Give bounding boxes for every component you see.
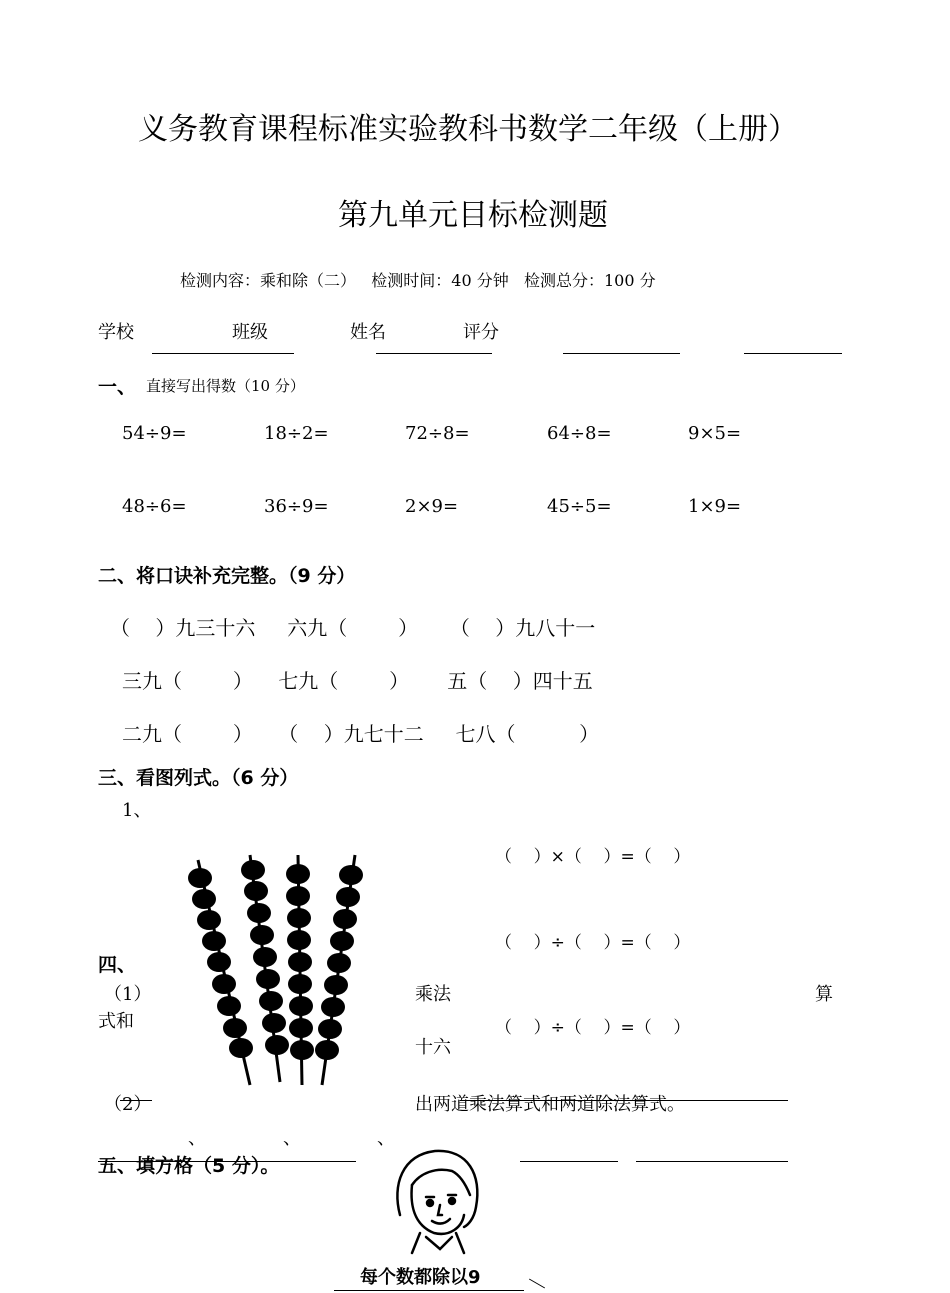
calc-item: 9×5= <box>688 423 742 444</box>
school-label: 学校 <box>98 322 134 343</box>
calc-item: 64÷8= <box>547 423 612 444</box>
page-title: 义务教育课程标准实验教科书数学二年级（上册） <box>138 112 798 147</box>
part1-number: （1） <box>104 984 152 1005</box>
girl-caption: 每个数都除以9 <box>360 1267 481 1288</box>
calc-item: 1×9= <box>688 496 742 517</box>
calc-item: 54÷9= <box>122 423 187 444</box>
part2-strike <box>460 1100 788 1101</box>
caption-underline <box>334 1290 524 1291</box>
answer-blank[interactable] <box>636 1161 788 1162</box>
calc-item: 45÷5= <box>547 496 612 517</box>
section1-title: 直接写出得数（10 分） <box>146 377 305 395</box>
school-blank[interactable] <box>152 353 294 354</box>
class-blank[interactable] <box>376 353 492 354</box>
rhyme-line: （ ）九三十六 六九（ ） （ ）九八十一 <box>110 616 596 640</box>
comma: 、 <box>377 1128 395 1149</box>
section5-title: 五、填方格（5 分）。 <box>98 1155 280 1177</box>
class-label: 班级 <box>232 322 268 343</box>
comma: 、 <box>283 1128 301 1149</box>
part1-fragment: 十六 <box>415 1037 451 1058</box>
equation-blank[interactable]: （ ）÷（ ）=（ ） <box>495 1018 691 1038</box>
caption-arrow <box>529 1279 545 1289</box>
equation-blank[interactable]: （ ）÷（ ）=（ ） <box>495 933 691 953</box>
calc-item: 2×9= <box>405 496 459 517</box>
section4-title: 四、 <box>98 954 137 976</box>
score-blank[interactable] <box>744 353 842 354</box>
part1-fragment: 式和 <box>98 1011 134 1032</box>
comma: 、 <box>188 1128 206 1149</box>
part2-text: 出两道乘法算式和两道除法算式。 <box>415 1094 685 1115</box>
calc-item: 48÷6= <box>122 496 187 517</box>
name-blank[interactable] <box>563 353 680 354</box>
score-label: 评分 <box>463 322 499 343</box>
calc-item: 36÷9= <box>264 496 329 517</box>
part2-strike <box>120 1100 152 1101</box>
section1-number: 一、 <box>98 376 137 398</box>
equation-blank[interactable]: （ ）×（ ）=（ ） <box>495 847 691 867</box>
item-number: 1、 <box>122 800 152 821</box>
calc-item: 18÷2= <box>264 423 329 444</box>
part1-fragment: 乘法 <box>415 984 451 1005</box>
section2-title: 二、将口诀补充完整。（9 分） <box>98 565 356 587</box>
rhyme-line: 二九（ ） （ ）九七十二 七八（ ） <box>122 722 600 746</box>
unit-title: 第九单元目标检测题 <box>338 198 608 233</box>
skewers-illustration <box>180 850 370 1090</box>
rhyme-line: 三九（ ） 七九（ ） 五（ ）四十五 <box>122 669 593 693</box>
answer-blank[interactable] <box>98 1161 356 1162</box>
answer-blank[interactable] <box>520 1161 618 1162</box>
test-info: 检测内容：乘和除（二） 检测时间：40 分钟 检测总分：100 分 <box>180 271 656 290</box>
calc-item: 72÷8= <box>405 423 470 444</box>
girl-illustration <box>390 1145 490 1257</box>
part1-fragment: 算 <box>815 984 833 1005</box>
section3-title: 三、看图列式。（6 分） <box>98 767 299 789</box>
name-label: 姓名 <box>350 322 386 343</box>
part2-number: （2） <box>104 1094 152 1115</box>
